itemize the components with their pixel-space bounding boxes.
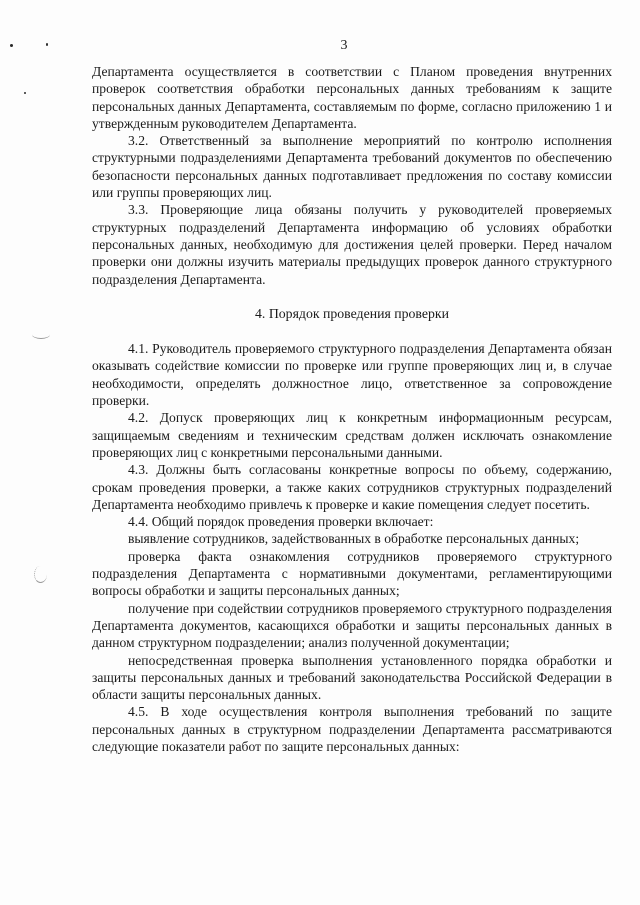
paragraph-4-2: 4.2. Допуск проверяющих лиц к конкретным информационным ресурсам, защищаемым сведениям и техническим средствам должен исключать ознакомление проверяющих лиц с конкретными персональными данными.: [92, 410, 612, 460]
scan-mark: [34, 566, 47, 583]
page-number: 3: [340, 38, 348, 53]
paragraph-3-1-continued: Департамента осуществляется в соответствии с Планом проведения внутренних проверок соответствия обработки персональных данных требованиям к защите персональных данных Департамента, составляемым по форме, согласно приложению 1 и утвержденным руководителем Департамента.: [92, 64, 612, 131]
paragraph-3-2: 3.2. Ответственный за выполнение мероприятий по контролю исполнения структурными подразделениями Департамента требований документов по обеспечению безопасности персональных данных подготавливает предложения по составу комиссии или группы проверяющих лиц.: [92, 133, 612, 201]
list-item-obtain-documents: получение при содействии сотрудников проверяемого структурного подразделения Департамента документов, касающихся обработки и защиты персональных данных в данном структурном подразделении; анализ полученной документации;: [92, 600, 612, 651]
paragraph-3-3: 3.3. Проверяющие лица обязаны получить у руководителей проверяемых структурных подразделений Департамента информацию об условиях обработки персональных данных, необходимую для достижения целей проверки. Перед началом проверки они должны изучить материалы предыдущих проверок данного структурного подразделения Департамента.: [92, 202, 612, 287]
list-item-direct-check: непосредственная проверка выполнения установленного порядка обработки и защиты персональных данных и требований законодательства Российской Федерации в области защиты персональных данных.: [92, 652, 612, 703]
paragraph-4-5: 4.5. В ходе осуществления контроля выполнения требований по защите персональных данных в структурном подразделении Департамента рассматриваются следующие показатели работ по защите персональных данных:: [92, 704, 612, 754]
paragraph-4-4: 4.4. Общий порядок проведения проверки включает:: [128, 514, 434, 530]
paragraph-4-3: 4.3. Должны быть согласованы конкретные вопросы по объему, содержанию, срокам проведения проверки, а также каких сотрудников структурных подразделений Департамента необходимо привлечь к проверке и какие помещения следует посетить.: [92, 462, 612, 512]
section-heading: 4. Порядок проведения проверки: [255, 305, 449, 321]
scan-dot: [24, 92, 26, 94]
list-item-check-familiarization: проверка факта ознакомления сотрудников проверяемого структурного подразделения Департамента с нормативными документами, регламентирующими вопросы обработки и защиты персональных данных;: [92, 548, 612, 599]
scan-dot: [10, 44, 13, 47]
scan-mark: [32, 330, 50, 339]
document-body: [92, 63, 612, 755]
paragraph-4-1: 4.1. Руководитель проверяемого структурного подразделения Департамента обязан оказывать содействие комиссии по проверке или группе проверяющих лиц и, в случае необходимости, определять должностное лицо, ответственное за сопровождение проверки.: [92, 341, 612, 409]
list-item-identify-staff: выявление сотрудников, задействованных в обработке персональных данных;: [128, 531, 580, 547]
